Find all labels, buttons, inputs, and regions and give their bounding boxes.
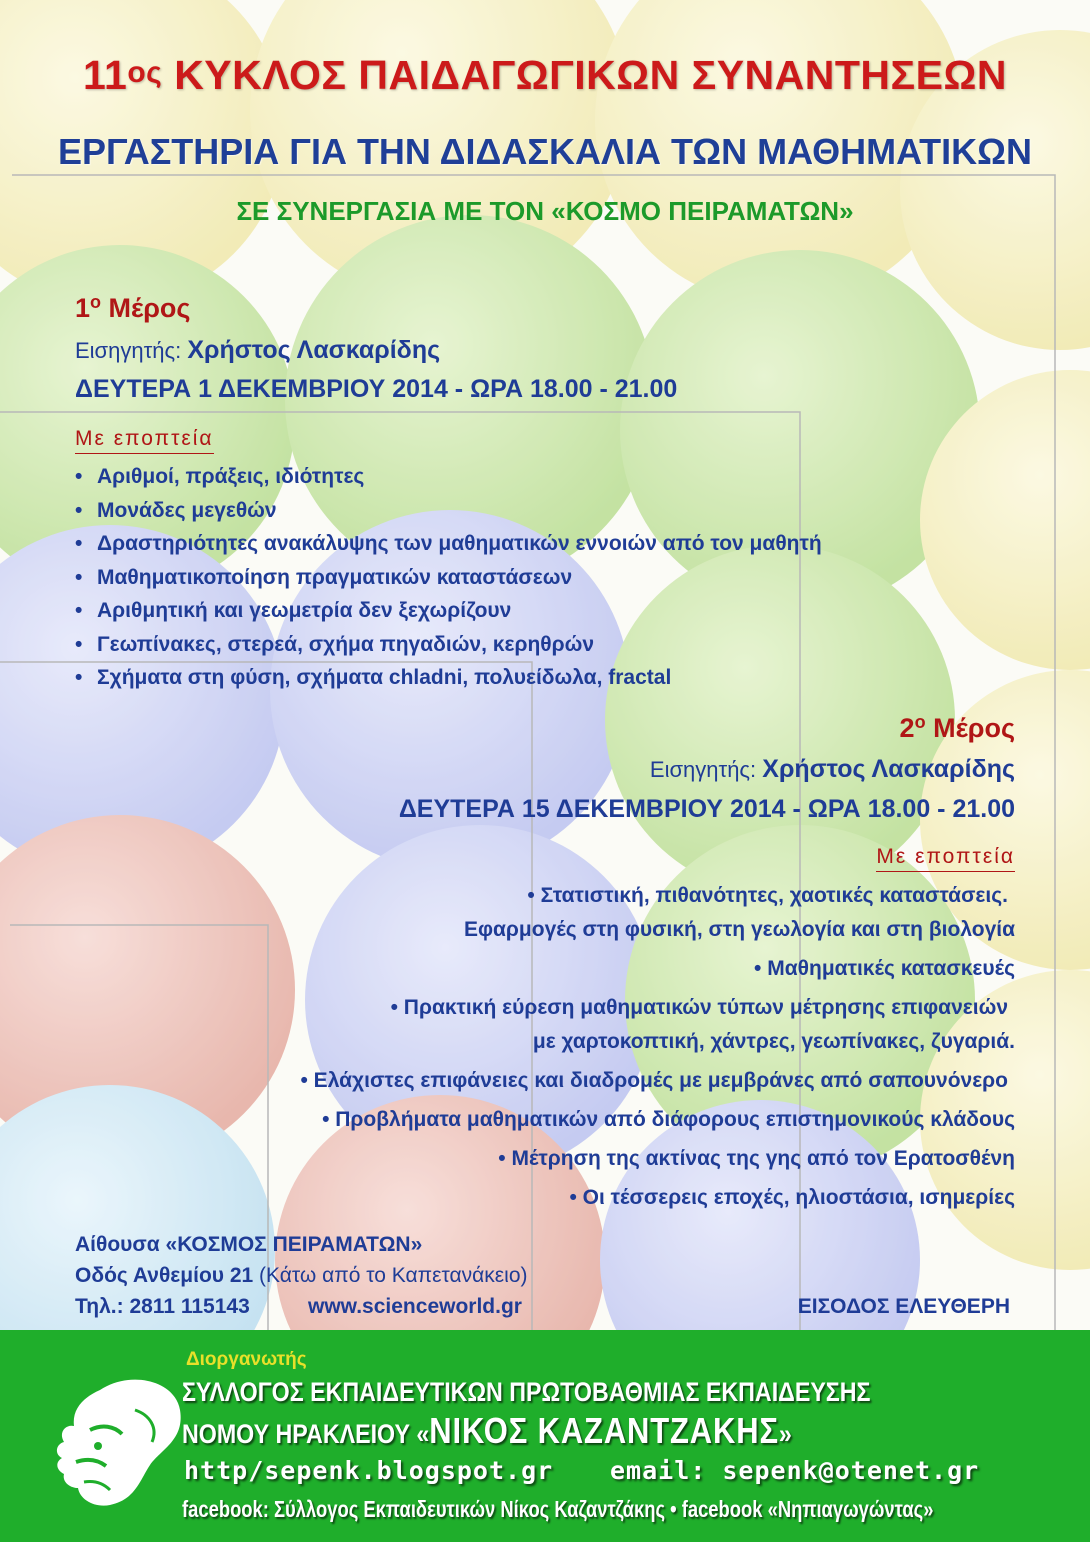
part2-line: με χαρτοκοπτική, χάντρες, γεωπίνακες, ζυγαριά. [532,1030,1015,1053]
part2-line: Εφαρμογές στη φυσική, στη γεωλογία και στη βιολογία [463,918,1015,941]
part2-supervision-label: Με εποπτεία [876,845,1015,872]
venue-hall: Αίθουσα «ΚΟΣΜΟΣ ΠΕΙΡΑΜΑΤΩΝ» [75,1233,423,1256]
venue-phone: Τηλ.: 2811 115143 [75,1295,250,1318]
list-item: • Σχήματα στη φύση, σχήματα chladni, πολυείδωλα, fractal [75,666,672,689]
part2-date: ΔΕΥΤΕΡΑ 15 ΔΕΚΕΜΒΡΙΟΥ 2014 - ΩΡΑ 18.00 - 21.00 [398,795,1015,823]
list-item: • Μαθηματικοποίηση πραγματικών καταστάσεων [75,565,573,589]
organizer-name-line1: ΣΥΛΛΟΓΟΣ ΕΚΠΑΙΔΕΥΤΙΚΩΝ ΠΡΩΤΟΒΑΘΜΙΑΣ ΕΚΠΑΙΔΕΥΣΗΣ [182,1377,871,1407]
part1-speaker: Εισηγητής: Χρήστος Λασκαρίδης [75,336,441,364]
venue-website-link[interactable]: www.scienceworld.gr [308,1295,522,1318]
list-item: • Αριθμητική και γεωμετρία δεν ξεχωρίζουν [75,599,512,622]
part2-line: • Ελάχιστες επιφάνειες και διαδρομές με μεμβράνες από σαπουνόνερο [300,1069,1008,1092]
list-item: • Δραστηριότητες ανακάλυψης των μαθηματικών εννοιών από τον μαθητή [75,532,822,555]
main-title: $11^{o\varsigma}$ ΚΥΚΛΟΣ ΠΑΙΔΑΓΩΓΙΚΩΝ ΣΥΝΑΝΤΗΣΕΩΝ [83,52,1007,98]
organizer-label: Διοργανωτής [186,1349,307,1370]
list-item: • Αριθμοί, πράξεις, ιδιότητες [75,465,365,488]
organizer-blog-link[interactable]: http/sepenk.blogspot.gr [184,1456,554,1485]
collaboration-line: ΣΕ ΣΥΝΕΡΓΑΣΙΑ ΜΕ ΤΟΝ «ΚΟΣΜΟ ΠΕΙΡΑΜΑΤΩΝ» [236,196,854,226]
part1-title: $1^o$ Μέρος [75,292,191,323]
kazantzakis-profile-logo [40,1370,190,1510]
part1-topic-list [75,460,822,695]
free-entry-label: ΕΙΣΟΔΟΣ ΕΛΕΥΘΕΡΗ [797,1295,1010,1318]
part2-line: • Στατιστική, πιθανότητες, χαοτικές καταστάσεις. [527,884,1008,907]
list-item: • Μονάδες μεγεθών [75,498,277,522]
part2-line: • Μαθηματικές κατασκευές [754,957,1015,980]
part2-line: • Οι τέσσερεις εποχές, ηλιοστάσια, ισημερίες [569,1186,1015,1209]
part2-title: $2^o$ Μέρος [899,712,1015,743]
part2-speaker: Εισηγητής: Χρήστος Λασκαρίδης [649,755,1015,783]
organizer-email-link[interactable]: email: sepenk@otenet.gr [610,1456,980,1485]
organizer-name-line2: ΝΟΜΟΥ ΗΡΑΚΛΕΙΟΥ «ΝΙΚΟΣ ΚΑΖΑΝΤΖΑΚΗΣ» [182,1410,792,1451]
venue-address: Οδός Ανθεμίου 21 (Κάτω από το Καπετανάκειο) [75,1264,528,1287]
part2-line: • Προβλήματα μαθηματικών από διάφορους επιστημονικούς κλάδους [322,1108,1015,1131]
part2-line: • Πρακτική εύρεση μαθηματικών τύπων μέτρησης επιφανειών [390,996,1008,1019]
part1-date: ΔΕΥΤΕΡΑ 1 ΔΕΚΕΜΒΡΙΟΥ 2014 - ΩΡΑ 18.00 - 21.00 [75,375,678,403]
list-item: • Γεωπίνακες, στερεά, σχήμα πηγαδιών, κερηθρών [75,632,595,656]
subtitle: ΕΡΓΑΣΤΗΡΙΑ ΓΙΑ ΤΗΝ ΔΙΔΑΣΚΑΛΙΑ ΤΩΝ ΜΑΘΗΜΑΤΙΚΩΝ [57,131,1033,172]
part2-line: • Μέτρηση της ακτίνας της γης από τον Ερατοσθένη [498,1147,1015,1170]
part1-supervision-label: Με εποπτεία [75,427,214,454]
organizer-facebook-pages: facebook: Σύλλογος Εκπαιδευτικών Νίκος Καζαντζάκης • facebook «Νηπιαγωγώντας» [182,1496,934,1522]
